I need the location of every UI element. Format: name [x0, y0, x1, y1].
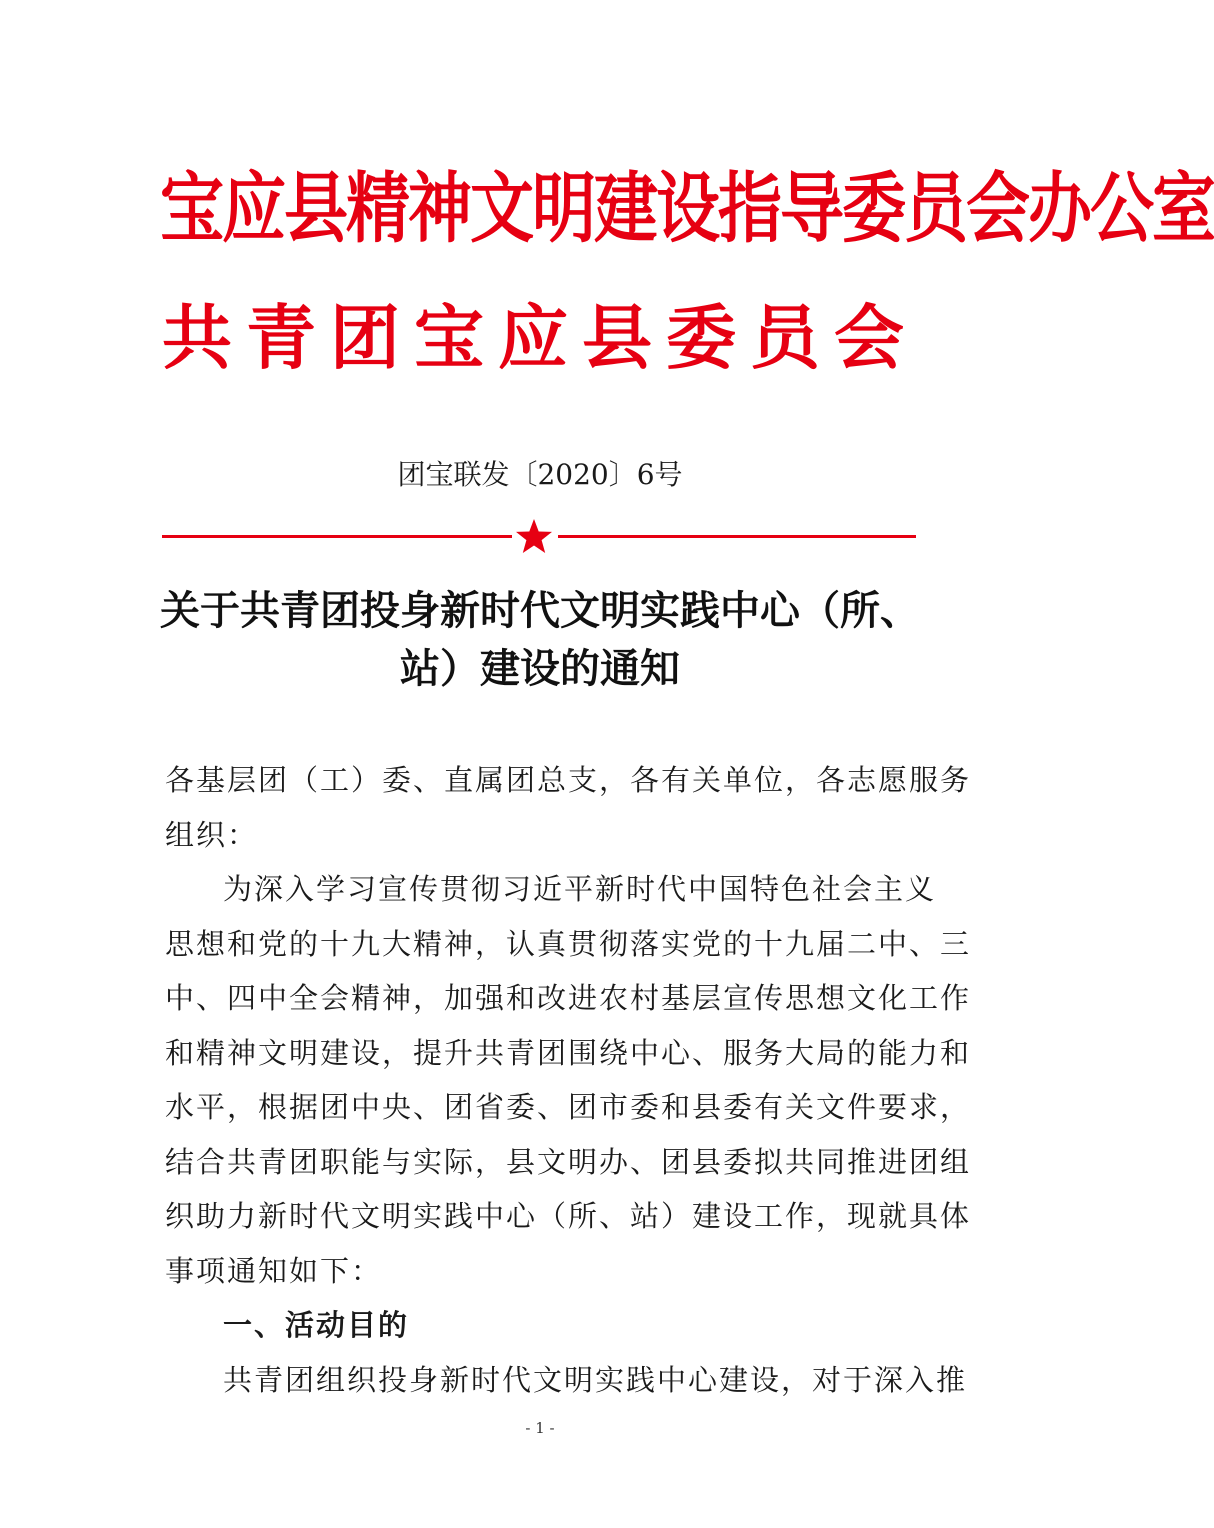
letterhead-org-2: 共青团宝应县委员会: [162, 296, 918, 379]
page-number: - 1 -: [525, 1419, 555, 1437]
body-line: 和精神文明建设，提升共青团围绕中心、服务大局的能力和: [165, 1035, 972, 1070]
body-line: 中、四中全会精神，加强和改进农村基层宣传思想文化工作: [165, 981, 972, 1015]
body-line: 组织：: [165, 817, 259, 852]
red-divider-right: [558, 535, 916, 538]
document-body: [165, 753, 972, 1407]
body-line: 结合共青团职能与实际，县文明办、团县委拟共同推进团组: [165, 1144, 972, 1179]
red-star-icon: [514, 517, 554, 557]
document-title: [150, 582, 930, 698]
body-line: 为深入学习宣传贯彻习近平新时代中国特色社会主义: [223, 872, 937, 906]
body-line: 织助力新时代文明实践中心（所、站）建设工作，现就具体: [165, 1199, 972, 1233]
body-line: 事项通知如下：: [165, 1253, 383, 1288]
red-divider-left: [162, 535, 512, 538]
document-number: 团宝联发〔2020〕6号: [397, 458, 683, 491]
section-heading: 一、活动目的: [223, 1308, 410, 1342]
letterhead-org-1: 宝应县精神文明建设指导委员会办公室: [160, 164, 1214, 255]
title-line-1: 关于共青团投身新时代文明实践中心（所、: [160, 587, 920, 634]
body-line: 共青团组织投身新时代文明实践中心建设，对于深入推: [223, 1362, 968, 1397]
body-line: 思想和党的十九大精神，认真贯彻落实党的十九届二中、三: [165, 926, 972, 961]
body-line: 水平，根据团中央、团省委、团市委和县委有关文件要求，: [165, 1090, 972, 1124]
body-line: 各基层团（工）委、直属团总支，各有关单位，各志愿服务: [165, 763, 972, 797]
title-line-2: 站）建设的通知: [400, 645, 680, 692]
